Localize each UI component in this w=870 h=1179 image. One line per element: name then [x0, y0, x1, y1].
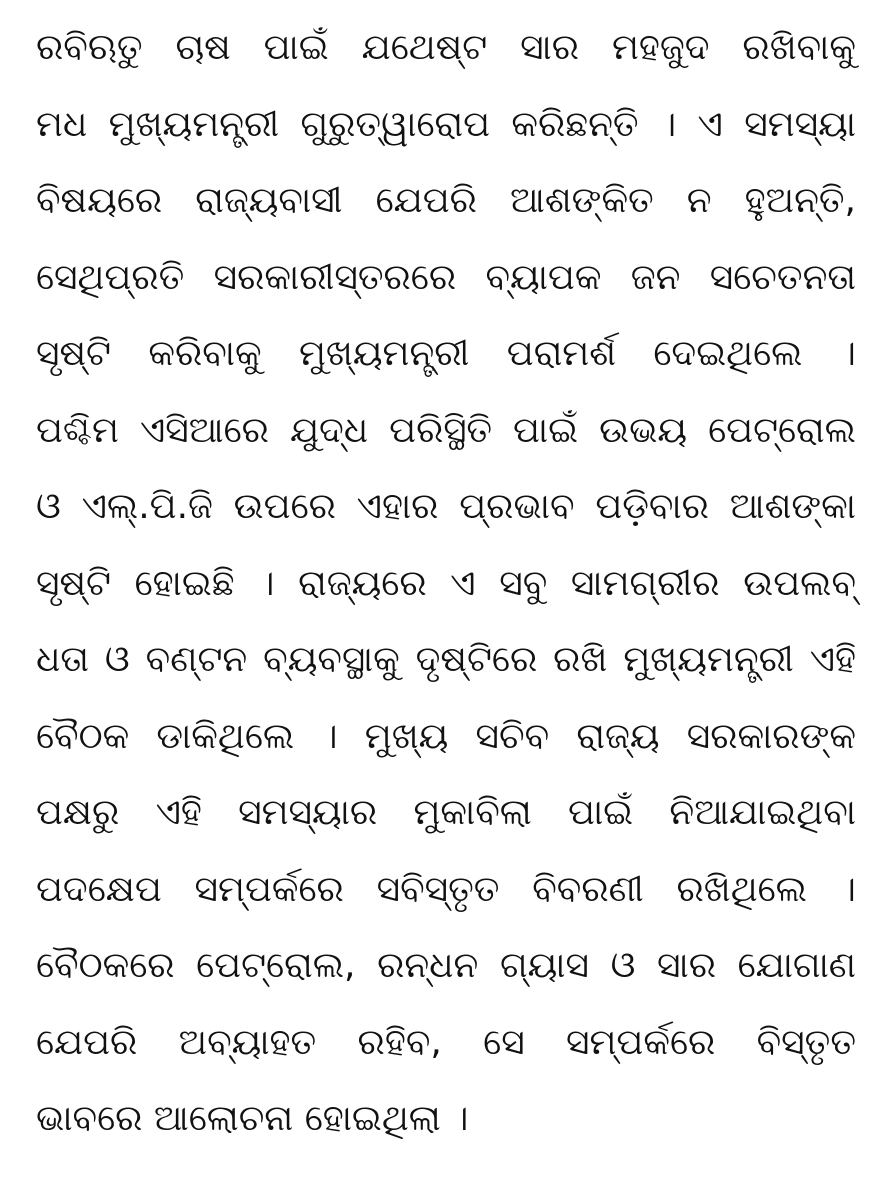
text-line-12: ପଦକ୍ଷେପ ସମ୍ପର୍କରେ ସବିସ୍ତୃତ ବିବରଣୀ ରଖିଥିଲେ ।	[36, 868, 856, 910]
text-line-13: ବୈଠକରେ ପେଟ୍ରୋଲ, ରନ୍ଧନ ଗ୍ୟାସ ଓ ସାର ଯୋଗାଣ	[36, 945, 856, 986]
text-line-3: ବିଷୟରେ ରାଜ୍ୟବାସୀ ଯେପରି ଆଶଙ୍କିତ ନ ହୁଅନ୍ତି,	[36, 180, 856, 221]
text-line-7: ଓ ଏଲ୍.ପି.ଜି ଉପରେ ଏହାର ପ୍ରଭାବ ପଡ଼ିବାର ଆଶଙ୍କା	[36, 486, 856, 527]
text-line-6: ପଶ୍ଚିମ ଏସିଆରେ ଯୁଦ୍ଧ ପରିସ୍ଥିତି ପାଇଁ ଉଭୟ ପେଟ୍ରୋଲ	[36, 409, 856, 451]
text-line-1: ରବିଋତୁ ଚାଷ ପାଇଁ ଯଥେଷ୍ଟ ସାର ମହଜୁଦ ରଖିବାକୁ	[36, 27, 856, 68]
text-line-5: ସୃଷ୍ଟି କରିବାକୁ ମୁଖ୍ୟମନ୍ତ୍ରୀ ପରାମର୍ଶ ଦେଇଥିଲେ ।	[36, 333, 856, 374]
text-line-10: ବୈଠକ ଡାକିଥିଲେ । ମୁଖ୍ୟ ସଚିବ ରାଜ୍ୟ ସରକାରଙ୍କ	[36, 715, 856, 757]
text-line-4: ସେଥିପ୍ରତି ସରକାରୀସ୍ତରରେ ବ୍ୟାପକ ଜନ ସଚେତନତା	[36, 256, 856, 298]
text-line-2: ମଧ ମୁଖ୍ୟମନ୍ତ୍ରୀ ଗୁରୁତ୍ୱାରୋପ କରିଛନ୍ତି । ଏ ସମସ୍ୟା	[36, 103, 856, 145]
article-text	[36, 10, 856, 1158]
text-line-8: ସୃଷ୍ଟି ହୋଇଛି । ରାଜ୍ୟରେ ଏ ସବୁ ସାମଗ୍ରୀର ଉପଲବ୍	[36, 562, 856, 604]
text-line-9: ଧତା ଓ ବଣ୍ଟନ ବ୍ୟବସ୍ଥାକୁ ଦୃଷ୍ଟିରେ ରଖି ମୁଖ୍ୟମନ୍ତ୍ରୀ ଏହି	[36, 639, 856, 680]
text-line-15: ଭାବରେ ଆଲୋଚନା ହୋଇଥିଲା ।	[36, 1098, 469, 1139]
text-line-11: ପକ୍ଷରୁ ଏହି ସମସ୍ୟାର ମୁକାବିଲା ପାଇଁ ନିଆଯାଇଥିବା	[36, 792, 856, 833]
text-line-14: ଯେପରି ଅବ୍ୟାହତ ରହିବ, ସେ ସମ୍ପର୍କରେ ବିସ୍ତୃତ	[36, 1021, 856, 1063]
